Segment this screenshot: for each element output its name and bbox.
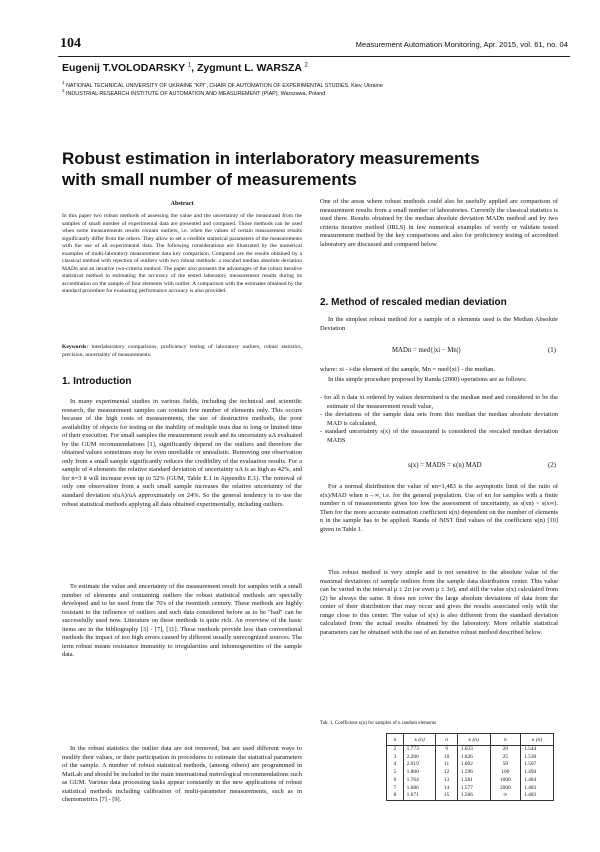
body-paragraph: For a normal distribution the value of κn=1,483 is the asymptotic limit of the ratio of s(x)/MAD when n→∞, i.e. for the general population. Use of κn for samples with a finite number n of measurements gives too low the assessment of uncertainty, as s(xn) < s(x∞). Then for the more accurate estimation coefficient κ(n) dependent on the number of elements n in the sample has to be applied. Randa of NIST find values of the coefficient κ(n) [10] given in Table 1. [320,483,558,533]
table-cell: 9 10 11 12 13 14 15 [436,746,457,801]
table-cell: 1.544 1.530 1.507 1.494 1.484 1.483 1.483 [521,746,554,801]
author-name: Eugenij T.VOLODARSKY [62,62,185,74]
paper-title: Robust estimation in interlaboratory measurements with small number of measurements [62,149,480,189]
keywords: Keywords: interlaboratory comparisons, proficiency testing of laboratory outliers, robust statistics, precision, uncertainty of measurements. [62,344,302,358]
abstract-heading: Abstract [170,200,194,207]
section-heading: 2. Method of rescaled median deviation [320,297,507,308]
author-list: Eugenij T.VOLODARSKY $^1$, Zygmunt L. WARSZA $^2$ [62,62,308,74]
body-paragraph: One of the areas where robust methods could also be usefully applied are comparison of measurement results from a small number of laboratories. Currently the classical statistics is used there. Results obtained by the median absolute deviation MADn method and by two criteria iterative method (IRLS) in few numerical examples of verify or validate tested measurement method by the key comparisons and also for proficiency testing of accredited laboratory are discussed and compared below. [320,198,558,248]
table-cell: 20 25 50 100 1000 2000 ∞ [490,746,521,801]
journal-reference: Measurement Automation Monitoring, Apr. 2015, vol. 61, no. 04 [355,40,568,49]
section-heading: 1. Introduction [62,376,132,387]
list-item: - the deviations of the sample data sets from this median the median absolute deviation MAD is calculated, [320,411,558,427]
body-paragraph: In the robust statistics the outlier data are not removed, but are used different ways to modify their values, or their participation in procedures to estimate the statistical parameters of the sample. A number of robust statistical methods, (among others) are programmed in MatLab and should be included in the main international metrological recommendations such as GUM. Various data processing tasks appear constantly in the new applications of robust statistical methods including calibration of multi-parameter measurements, such as in chemometrics [7] - [9]. [62,745,302,804]
equation: MADn = med{|xi − Mn|} [392,347,462,354]
body-paragraph: This robust method is very simple and is not sensitive to the absolute value of the maximal deviations of sample outliers from the sample data distribution center. This value can be varied in the interval μ ± 2σ (or even μ ± 3σ), and still the value s(x) calculated from (2) be always the same. It does not cover the large absolute deviations of data from the center of their distribution that may occur and gives the results associated only with the range close to this center. The value of s(x) is also different from the standard deviation calculated from the actual results obtained by the laboratory. More reliable statistical parameters can be obtained with the use of an iterative robust method described below. [320,569,558,636]
equation-number: (2) [548,462,556,469]
page-number: 104 [60,36,81,51]
table-row [387,746,554,801]
affiliation: $^2$ INDUSTRIAL RESEARCH INSTITUTE OF AUTOMATION AND MEASUREMENT (PIAP), Warszawa, Poland [62,88,326,97]
body-paragraph: where: xi - i-the element of the sample, Mn = med{xi} - the median. [320,366,495,373]
affiliation-marker: 2 [304,62,308,69]
table-header-row: n κ (n) n κ (n) n κ (n) [387,734,554,746]
list-item: - standard uncertainty s(x) of the measurand is considered the rescaled median deviation MADS [320,428,558,444]
body-paragraph: In this simple procedure proposed by Randa (2000) operations are as follows: [328,376,527,383]
table-cell: 2 3 4 5 6 7 8 [387,746,404,801]
equation: s(x) = MADS = κ(n) MAD [408,462,482,469]
bullet-list [320,394,558,445]
table-caption: Tab. 1. Coefficient κ(n) for samples of n random elements [320,721,437,726]
table-cell: 1.633 1.626 1.602 1.596 1.581 1.577 1.566 [457,746,490,801]
equation-number: (1) [548,347,556,354]
abstract-text: In this paper two robust methods of assessing the value and the uncertainty of the measurand from the samples of small number of experimental data are presented and compared. Those methods can be used when some measurements results contain outliers, i.e. when the values of certain measurement results significantly differ from the others. They allow to set a credible statistical parameters of the measurements with the use of all experimental data. The following considerations are illustrated by the numerical examples of multi-laboratory measurement data key comparison. Compared are the results obtained by a classical method with rejection of outliers with two robust methods: a rescaled median absolute deviation MADn and an iterative two-criteria method. The paper also presents the advantages of the robust iterative statistical method in estimating the accuracy of the tested laboratory measurement results during its accreditation on the sample of four elements with outlier. A comparison with the estimates obtained by the standard procedure for evaluating performance accuracy is also provided. [62,213,302,295]
affiliation: $^1$ NATIONAL TECHNICAL UNIVERSITY OF UKRAINE "KPI", CHAIR OF AUTOMATION OF EXPERIMENTAL STUDIES, Kiev, Ukraine [62,80,383,89]
table-cell: 1.773 2.206 2.019 1.800 1.764 1.686 1.671 [403,746,436,801]
author-name: Zygmunt L. WARSZA [197,62,302,74]
body-paragraph: To estimate the value and uncertainty of the measurement result for samples with a small number of elements and containing outliers the robust statistical methods are specially developed and to be used from the 70's of the twentieth century. These methods are highly resistant to the influence of outliers and such data considered before as to be "bad" can be successfully used now. Literature on these methods is quite rich. An overview of the basic items are in the bibliography [3] - [7], [11]. These methods provide less than conventional methods the impact of too high errors caused by different usually unrecognized sources. The term robust means resistance immunity to irregularities and inhomogeneities of the sample data. [62,583,302,659]
list-item: - for all n data xi ordered by values determined is the median med and considered to be the estimate of the measurement result value, [320,394,558,410]
body-paragraph: In many experimental studies in various fields, including the technical and scientific research, the measurement samples can contain few number of elements only. This occurs because of the high costs of measurements, the use of destructive methods, the poor availability of objects for testing or the inability of multiple tests due to long or limited time of their execution. For small samples the measurement result and its uncertainty uA evaluated by the GUM recommendations [1], significantly depend on the outliers and therefore the obtained values sometimes may be even unreliable or unrealistic. Removing one observation only from a small sample significantly reduces the credibility of the evaluation results. For a sample of 4 elements the relative standard deviation of uncertainty uA is as high as 42%, and for n=3 it will increase even up to 52% (GUM, Table E.1 in Appendix E.1). The removal of only one observation from a such small sample increases the relative uncertainty of the standard deviation s(uA)/uA approximately on 24%. So the general tendency is to use the robust statistical methods applying all data obtained experimentally, including outliers. [62,398,302,508]
body-paragraph: In the simplest robust method for a sample of n elements used is the Median Absolute Deviation [320,316,558,332]
data-table [386,733,554,801]
page-header [58,36,570,57]
affiliation-marker: 1 [187,62,192,69]
